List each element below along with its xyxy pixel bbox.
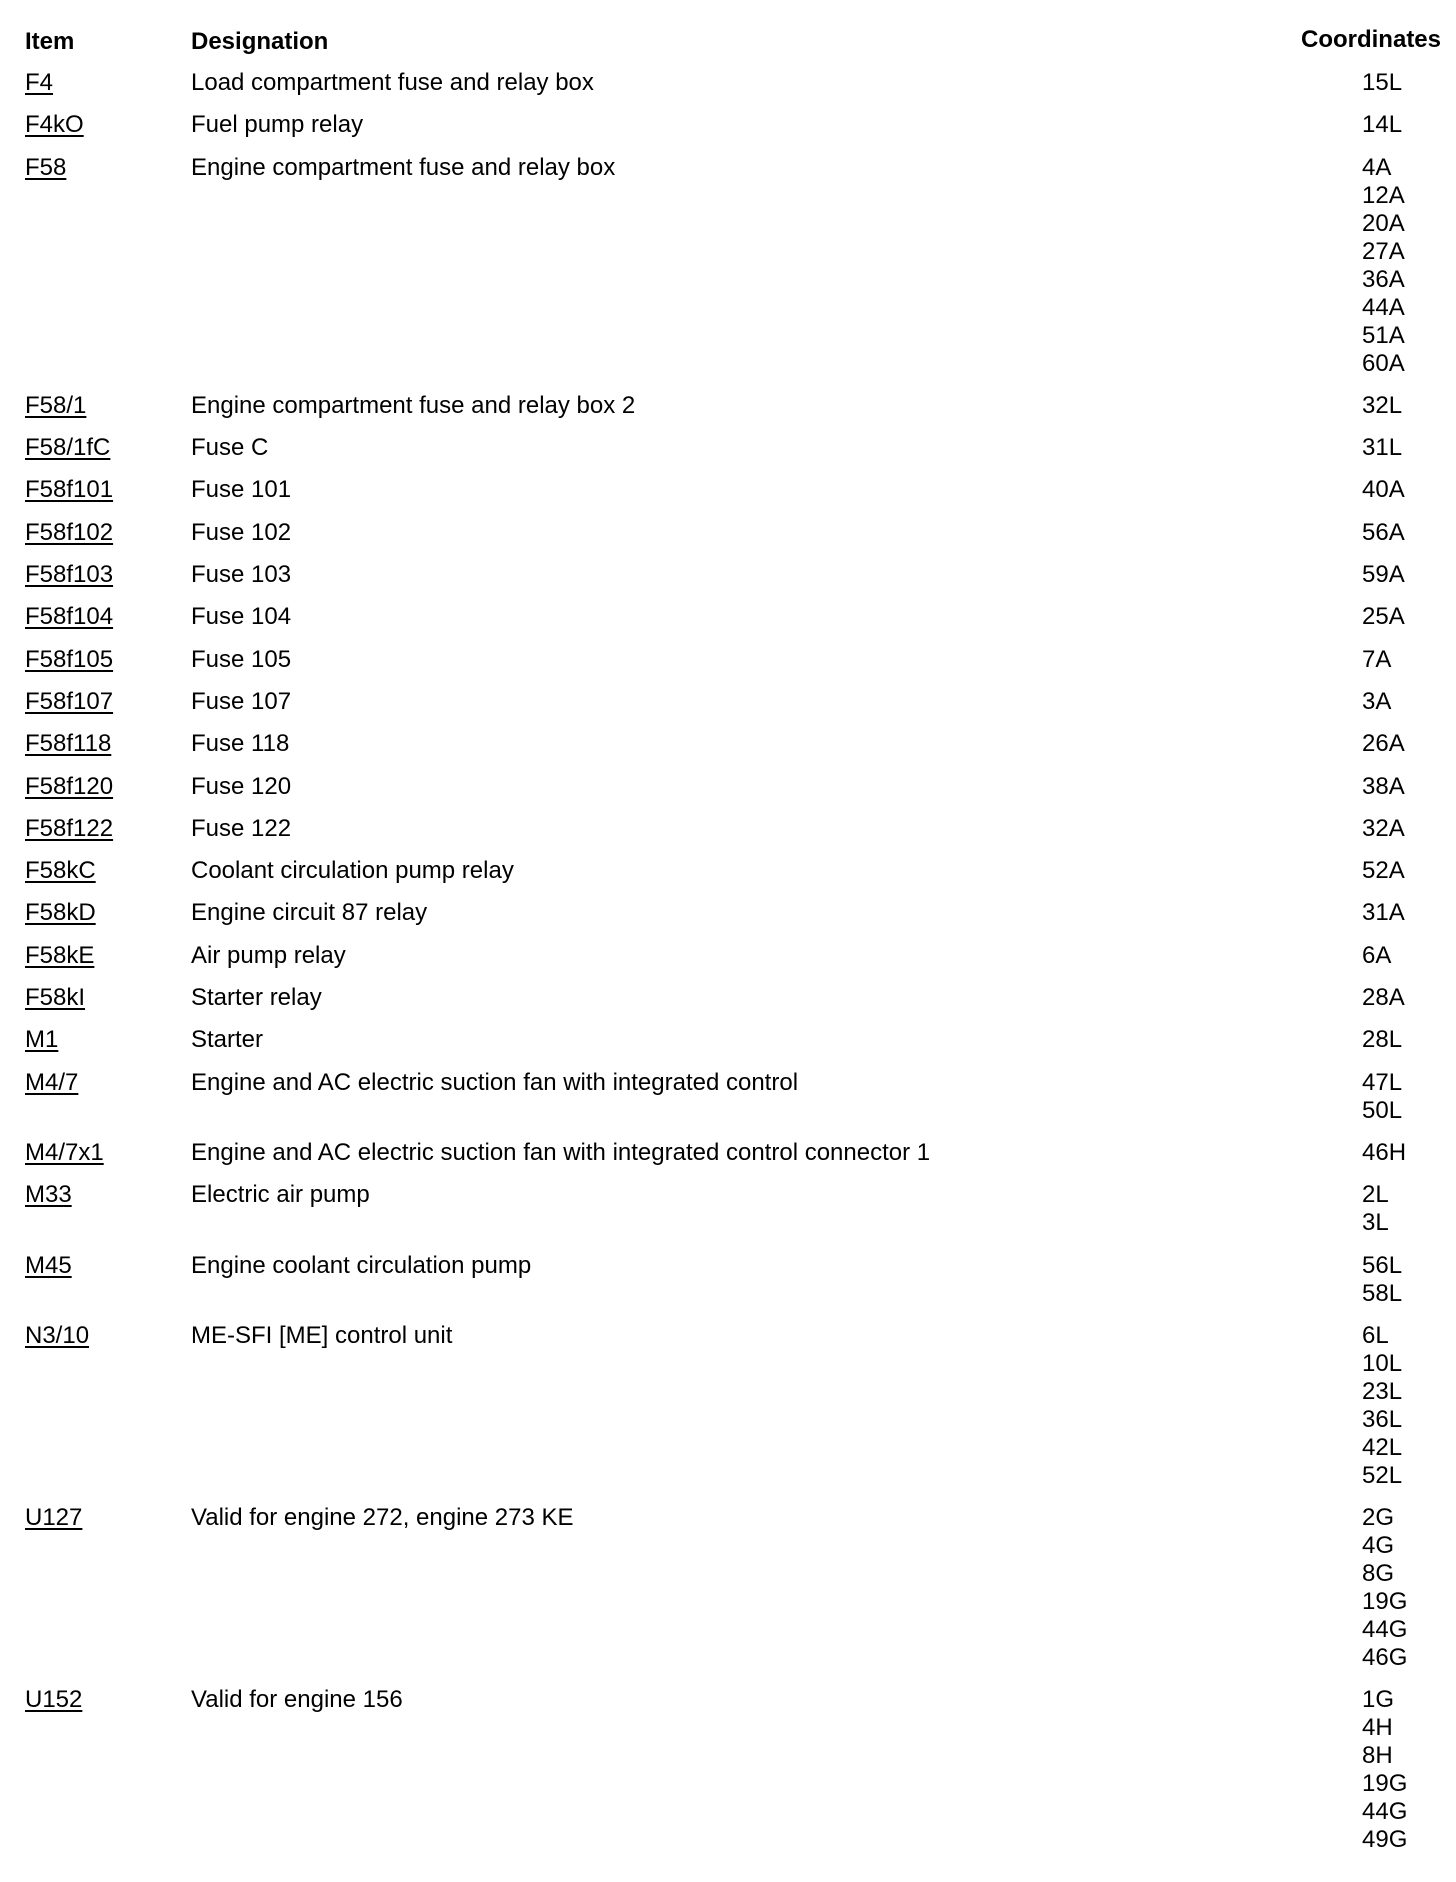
item-link[interactable]: F58f101 bbox=[25, 476, 114, 504]
table-header bbox=[25, 28, 1441, 69]
item-link[interactable]: M1 bbox=[25, 1026, 59, 1054]
coordinate-value[interactable]: 4H bbox=[1362, 1714, 1393, 1742]
designation-text: Fuse 122 bbox=[191, 814, 292, 842]
coordinate-value[interactable]: 25A bbox=[1362, 603, 1405, 631]
coordinate-value[interactable]: 2G bbox=[1362, 1504, 1395, 1532]
table-row bbox=[25, 646, 1441, 674]
designation-text: Fuse 120 bbox=[191, 772, 292, 800]
item-link[interactable]: M4/7 bbox=[25, 1068, 79, 1096]
table-row bbox=[25, 1252, 1441, 1308]
coordinate-value[interactable]: 19G bbox=[1362, 1588, 1408, 1616]
coordinate-value[interactable]: 31A bbox=[1362, 899, 1405, 927]
coordinate-value[interactable]: 40A bbox=[1362, 476, 1405, 504]
designation-text: Fuse 105 bbox=[191, 645, 292, 673]
coordinate-value[interactable]: 14L bbox=[1362, 111, 1403, 139]
item-link[interactable]: N3/10 bbox=[25, 1321, 90, 1349]
coordinates-list bbox=[1362, 815, 1442, 843]
table-row bbox=[25, 476, 1441, 504]
table-body bbox=[25, 69, 1441, 1854]
coordinates-list bbox=[1362, 984, 1442, 1012]
coordinate-value[interactable]: 58L bbox=[1362, 1279, 1403, 1307]
designation-text: Load compartment fuse and relay box bbox=[191, 69, 594, 96]
designation-text: Fuse C bbox=[191, 434, 269, 462]
coordinate-value[interactable]: 3L bbox=[1362, 1209, 1389, 1237]
item-link[interactable]: F58f107 bbox=[25, 687, 114, 715]
table-row bbox=[25, 942, 1441, 970]
coordinate-value[interactable]: 52L bbox=[1362, 1461, 1403, 1489]
coordinate-value[interactable]: 4G bbox=[1362, 1532, 1395, 1560]
table-row bbox=[25, 730, 1441, 758]
coordinates-list bbox=[1362, 730, 1442, 758]
designation-text: Fuse 118 bbox=[191, 730, 290, 758]
table-row bbox=[25, 984, 1441, 1012]
coordinates-list bbox=[1362, 434, 1442, 462]
table-row bbox=[25, 519, 1441, 547]
coordinate-value[interactable]: 59A bbox=[1362, 561, 1405, 589]
designation-column-header: Designation bbox=[191, 28, 329, 55]
coordinates-list bbox=[1362, 899, 1442, 927]
designation-text: Air pump relay bbox=[191, 941, 346, 969]
coordinates-list bbox=[1362, 1139, 1442, 1167]
designation-text: Electric air pump bbox=[191, 1181, 370, 1209]
designation-text: Fuse 107 bbox=[191, 687, 292, 715]
item-link[interactable]: F58/1fC bbox=[25, 434, 111, 462]
coordinate-value[interactable]: 6A bbox=[1362, 941, 1392, 969]
designation-text: Fuse 103 bbox=[191, 561, 292, 589]
table-row bbox=[25, 434, 1441, 462]
coordinates-list bbox=[1362, 1069, 1442, 1125]
designation-text: Starter bbox=[191, 1026, 264, 1054]
table-row bbox=[25, 1181, 1441, 1237]
item-link[interactable]: U152 bbox=[25, 1686, 83, 1714]
coordinate-value[interactable]: 23L bbox=[1362, 1377, 1403, 1405]
coordinates-list bbox=[1362, 688, 1442, 716]
coordinate-value[interactable]: 8H bbox=[1362, 1742, 1393, 1770]
coordinate-value[interactable]: 28L bbox=[1362, 1026, 1403, 1054]
item-link[interactable]: F58kD bbox=[25, 899, 96, 927]
table-row bbox=[25, 561, 1441, 589]
coordinate-value[interactable]: 31L bbox=[1362, 434, 1403, 462]
coordinate-value[interactable]: 15L bbox=[1362, 69, 1403, 96]
designation-text: Valid for engine 272, engine 273 KE bbox=[191, 1504, 574, 1532]
table-row bbox=[25, 603, 1441, 631]
coordinate-value[interactable]: 12A bbox=[1362, 181, 1405, 209]
coordinates-list bbox=[1362, 69, 1442, 97]
coordinate-value[interactable]: 20A bbox=[1362, 209, 1405, 237]
designation-text: Fuse 101 bbox=[191, 476, 292, 504]
item-link[interactable]: F58/1 bbox=[25, 391, 87, 419]
coordinate-value[interactable]: 1G bbox=[1362, 1686, 1395, 1714]
table-row bbox=[25, 688, 1441, 716]
item-link[interactable]: F58f120 bbox=[25, 772, 114, 800]
table-row bbox=[25, 111, 1441, 139]
item-link[interactable]: F58 bbox=[25, 153, 67, 181]
coordinate-value[interactable]: 27A bbox=[1362, 237, 1405, 265]
table-row bbox=[25, 857, 1441, 885]
coordinates-list bbox=[1362, 1252, 1442, 1308]
table-row bbox=[25, 899, 1441, 927]
coordinate-value[interactable]: 42L bbox=[1362, 1433, 1403, 1461]
item-link[interactable]: F4 bbox=[25, 69, 54, 96]
coordinates-list bbox=[1362, 942, 1442, 970]
coordinates-column-header: Coordinates bbox=[1300, 26, 1441, 53]
legend-table bbox=[25, 28, 1441, 1869]
coordinate-value[interactable]: 46H bbox=[1362, 1138, 1407, 1166]
table-row bbox=[25, 1686, 1441, 1854]
designation-text: Fuel pump relay bbox=[191, 111, 364, 139]
coordinates-list bbox=[1362, 1504, 1442, 1672]
coordinate-value[interactable]: 10L bbox=[1362, 1349, 1403, 1377]
coordinates-list bbox=[1362, 111, 1442, 139]
designation-text: Engine and AC electric suction fan with integrated control connector 1 bbox=[191, 1138, 931, 1166]
item-link[interactable]: F58f102 bbox=[25, 518, 114, 546]
designation-text: Engine compartment fuse and relay box bbox=[191, 153, 616, 181]
item-column-header: Item bbox=[25, 28, 75, 55]
coordinate-value[interactable]: 52A bbox=[1362, 857, 1405, 885]
item-link[interactable]: F58f122 bbox=[25, 814, 114, 842]
item-link[interactable]: F58kI bbox=[25, 984, 86, 1012]
item-link[interactable]: F58f105 bbox=[25, 645, 114, 673]
item-link[interactable]: U127 bbox=[25, 1504, 83, 1532]
item-link[interactable]: M4/7x1 bbox=[25, 1138, 104, 1166]
coordinate-value[interactable]: 2L bbox=[1362, 1181, 1389, 1209]
coordinates-list bbox=[1362, 773, 1442, 801]
table-row bbox=[25, 154, 1441, 378]
coordinate-value[interactable]: 56L bbox=[1362, 1251, 1403, 1279]
coordinate-value[interactable]: 50L bbox=[1362, 1096, 1403, 1124]
designation-text: Engine coolant circulation pump bbox=[191, 1251, 532, 1279]
table-row bbox=[25, 69, 1441, 97]
table-row bbox=[25, 1322, 1441, 1490]
coordinate-value[interactable]: 44G bbox=[1362, 1798, 1408, 1826]
coordinates-list bbox=[1362, 154, 1442, 378]
coordinate-value[interactable]: 51A bbox=[1362, 321, 1405, 349]
table-row bbox=[25, 392, 1441, 420]
coordinate-value[interactable]: 32A bbox=[1362, 814, 1405, 842]
designation-text: Engine compartment fuse and relay box 2 bbox=[191, 391, 636, 419]
coordinates-list bbox=[1362, 392, 1442, 420]
coordinate-value[interactable]: 44A bbox=[1362, 293, 1405, 321]
table-row bbox=[25, 1026, 1441, 1054]
coordinate-value[interactable]: 7A bbox=[1362, 645, 1392, 673]
coordinates-list bbox=[1362, 561, 1442, 589]
coordinate-value[interactable]: 49G bbox=[1362, 1826, 1408, 1854]
coordinate-value[interactable]: 38A bbox=[1362, 772, 1405, 800]
coordinates-list bbox=[1362, 1322, 1442, 1490]
coordinates-list bbox=[1362, 519, 1442, 547]
designation-text: Valid for engine 156 bbox=[191, 1686, 403, 1714]
coordinate-value[interactable]: 19G bbox=[1362, 1770, 1408, 1798]
coordinates-list bbox=[1362, 603, 1442, 631]
coordinates-list bbox=[1362, 1026, 1442, 1054]
item-link[interactable]: F58kC bbox=[25, 857, 96, 885]
coordinate-value[interactable]: 44G bbox=[1362, 1616, 1408, 1644]
item-link[interactable]: M33 bbox=[25, 1181, 72, 1209]
designation-text: Engine circuit 87 relay bbox=[191, 899, 428, 927]
item-link[interactable]: F58f118 bbox=[25, 730, 112, 758]
coordinates-list bbox=[1362, 857, 1442, 885]
coordinate-value[interactable]: 46G bbox=[1362, 1644, 1408, 1672]
coordinate-value[interactable]: 56A bbox=[1362, 518, 1405, 546]
coordinate-value[interactable]: 8G bbox=[1362, 1560, 1395, 1588]
item-link[interactable]: M45 bbox=[25, 1251, 72, 1279]
coordinate-value[interactable]: 3A bbox=[1362, 687, 1392, 715]
table-row bbox=[25, 815, 1441, 843]
table-row bbox=[25, 1139, 1441, 1167]
coordinate-value[interactable]: 6L bbox=[1362, 1321, 1389, 1349]
designation-text: Starter relay bbox=[191, 984, 322, 1012]
coordinate-value[interactable]: 4A bbox=[1362, 153, 1392, 181]
coordinate-value[interactable]: 36L bbox=[1362, 1405, 1403, 1433]
coordinate-value[interactable]: 26A bbox=[1362, 730, 1405, 758]
coordinates-list bbox=[1362, 1181, 1442, 1237]
item-link[interactable]: F4kO bbox=[25, 111, 84, 139]
designation-text: Coolant circulation pump relay bbox=[191, 857, 514, 885]
designation-text: ME-SFI [ME] control unit bbox=[191, 1321, 453, 1349]
table-row bbox=[25, 773, 1441, 801]
coordinate-value[interactable]: 28A bbox=[1362, 984, 1405, 1012]
item-link[interactable]: F58f103 bbox=[25, 561, 114, 589]
table-row bbox=[25, 1069, 1441, 1125]
coordinate-value[interactable]: 32L bbox=[1362, 391, 1403, 419]
coordinates-list bbox=[1362, 476, 1442, 504]
coordinates-list bbox=[1362, 1686, 1442, 1854]
coordinate-value[interactable]: 36A bbox=[1362, 265, 1405, 293]
item-link[interactable]: F58kE bbox=[25, 941, 95, 969]
designation-text: Engine and AC electric suction fan with integrated control bbox=[191, 1068, 799, 1096]
coordinate-value[interactable]: 60A bbox=[1362, 349, 1405, 377]
designation-text: Fuse 102 bbox=[191, 518, 292, 546]
coordinates-list bbox=[1362, 646, 1442, 674]
table-row bbox=[25, 1504, 1441, 1672]
coordinate-value[interactable]: 47L bbox=[1362, 1068, 1403, 1096]
designation-text: Fuse 104 bbox=[191, 603, 292, 631]
item-link[interactable]: F58f104 bbox=[25, 603, 114, 631]
